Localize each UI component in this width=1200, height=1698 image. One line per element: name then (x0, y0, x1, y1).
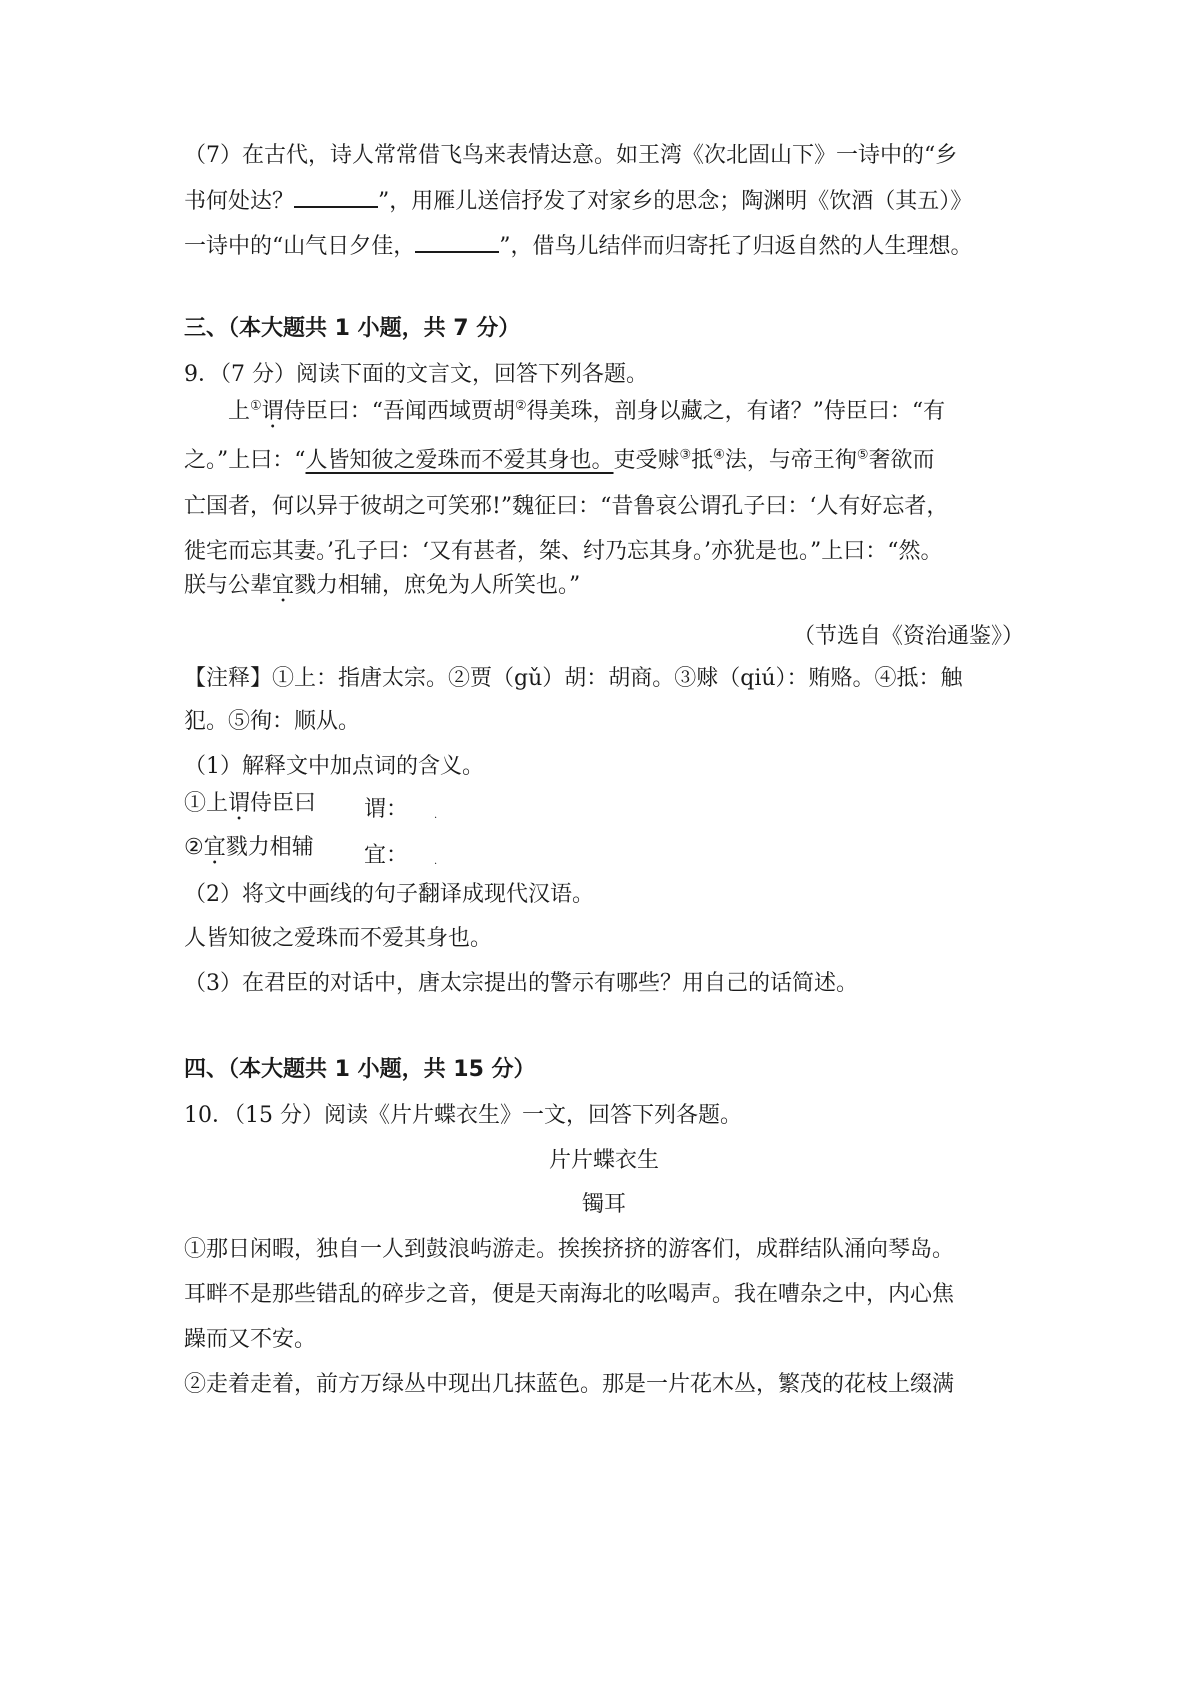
item-text: 侍臣曰 (250, 791, 317, 816)
footnote-marker: ① (250, 398, 262, 414)
q9-intro: 9．（7 分）阅读下面的文言文，回答下列各题。 (184, 362, 648, 387)
sub-question-2: （2）将文中画线的句子翻译成现代汉语。 (184, 882, 594, 907)
footnote-marker: ② (514, 398, 527, 414)
passage-source: （节选自《资治通鉴》） (792, 624, 1024, 649)
passage-text: 抵 (691, 448, 714, 473)
fill-blank-2[interactable] (415, 231, 499, 253)
answer-period: . (434, 856, 438, 867)
passage-line-4: 徙宅而忘其妻。’孔子曰：‘又有甚者，桀、纣乃忘其身。’亦犹是也。”上曰：“然。 (184, 539, 943, 564)
passage-line-5 (184, 571, 1024, 601)
passage-text: 奢欲而 (868, 448, 935, 473)
footnote-marker: ③ (679, 447, 692, 463)
q7-text-2b: ”，用雁儿送信抒发了对家乡的思念；陶渊明《饮酒（其五）》 (378, 189, 973, 214)
q7-line-2 (184, 186, 1024, 217)
q7-line-1 (184, 141, 1024, 171)
sub-question-2-sentence: 人皆知彼之爱珠而不爱其身也。 (184, 926, 493, 951)
para1-line-1: ①那日闲暇，独自一人到鼓浪屿游走。挨挨挤挤的游客们，成群结队涌向琴岛。 (184, 1237, 955, 1262)
section3-heading: 三、（本大题共 1 小题，共 7 分） (184, 316, 521, 341)
footnote-marker: ⑤ (856, 447, 869, 463)
notes-line-1 (184, 664, 1024, 694)
notes-text: ①上：指唐太宗。②贾（gǔ）胡：胡商。③赇（qiú）：贿赂。④抵：触 (272, 666, 963, 691)
item-text: ①上 (184, 791, 229, 816)
article-author: 镯耳 (581, 1192, 626, 1217)
para1-line-2: 耳畔不是那些错乱的碎步之音，便是天南海北的吆喝声。我在嘈杂之中，内心焦 (184, 1282, 955, 1307)
passage-text: 侍臣曰：“吾闻西域贾胡 (283, 399, 515, 424)
dotted-word: 谓 (228, 791, 251, 816)
passage-line-1 (184, 397, 1068, 427)
passage-text: 吏受赇 (613, 448, 680, 473)
q7-label: （7） (184, 143, 242, 168)
q7-text-3b: ”，借鸟儿结伴而归寄托了归返自然的人生理想。 (499, 234, 973, 259)
dotted-word: 宜 (272, 573, 295, 598)
q7-text-3a: 一诗中的“山气日夕佳， (184, 234, 416, 259)
dotted-word: 宜 (203, 835, 226, 860)
q7-text-1: 在古代，诗人常常借飞鸟来表情达意。如王湾《次北固山下》一诗中的“乡 (242, 143, 958, 168)
q7-line-3 (184, 231, 1024, 262)
item-1 (184, 789, 1024, 822)
q10-intro: 10．（15 分）阅读《片片蝶衣生》一文，回答下列各题。 (184, 1103, 742, 1128)
para1-line-3: 躁而又不安。 (184, 1327, 317, 1352)
fill-blank-1[interactable] (294, 186, 378, 208)
passage-line-2 (184, 446, 1024, 476)
item-text: 戮力相辅 (225, 835, 314, 860)
item-text: ② (184, 835, 204, 860)
passage-text: 上 (228, 399, 251, 424)
sub-question-3: （3）在君臣的对话中，唐太宗提出的警示有哪些？用自己的话简述。 (184, 971, 858, 996)
sub-question-1: （1）解释文中加点词的含义。 (184, 754, 484, 779)
passage-text: 朕与公辈 (184, 573, 273, 598)
section4-heading: 四、（本大题共 1 小题，共 15 分） (184, 1057, 536, 1082)
para2-line-1: ②走着走着，前方万绿丛中现出几抹蓝色。那是一片花木丛，繁茂的花枝上缀满 (184, 1372, 955, 1397)
dotted-word: 谓 (261, 399, 284, 424)
q7-text-2a: 书何处达？ (184, 189, 295, 214)
underlined-sentence: 人皆知彼之爱珠而不爱其身也。 (305, 448, 614, 473)
passage-text: 得美珠，剖身以藏之，有诸？”侍臣曰：“有 (526, 399, 946, 424)
answer-period: . (434, 810, 438, 821)
answer-label-2: 宜： (364, 843, 409, 868)
passage-text: 戮力相辅，庶免为人所笑也。” (294, 573, 581, 598)
article-title: 片片蝶衣生 (548, 1148, 659, 1173)
notes-label: 【注释】 (184, 666, 273, 691)
passage-line-3: 亡国者，何以异于彼胡之可笑邪!”魏征曰：“昔鲁哀公谓孔子曰：‘人有好忘者， (184, 494, 949, 519)
notes-line-2: 犯。⑤徇：顺从。 (184, 709, 361, 734)
passage-text: 之。”上曰：“ (184, 448, 306, 473)
footnote-marker: ④ (713, 447, 725, 463)
answer-label-1: 谓： (364, 797, 409, 822)
passage-text: 法，与帝王徇 (724, 448, 857, 473)
item-2 (184, 833, 1024, 868)
